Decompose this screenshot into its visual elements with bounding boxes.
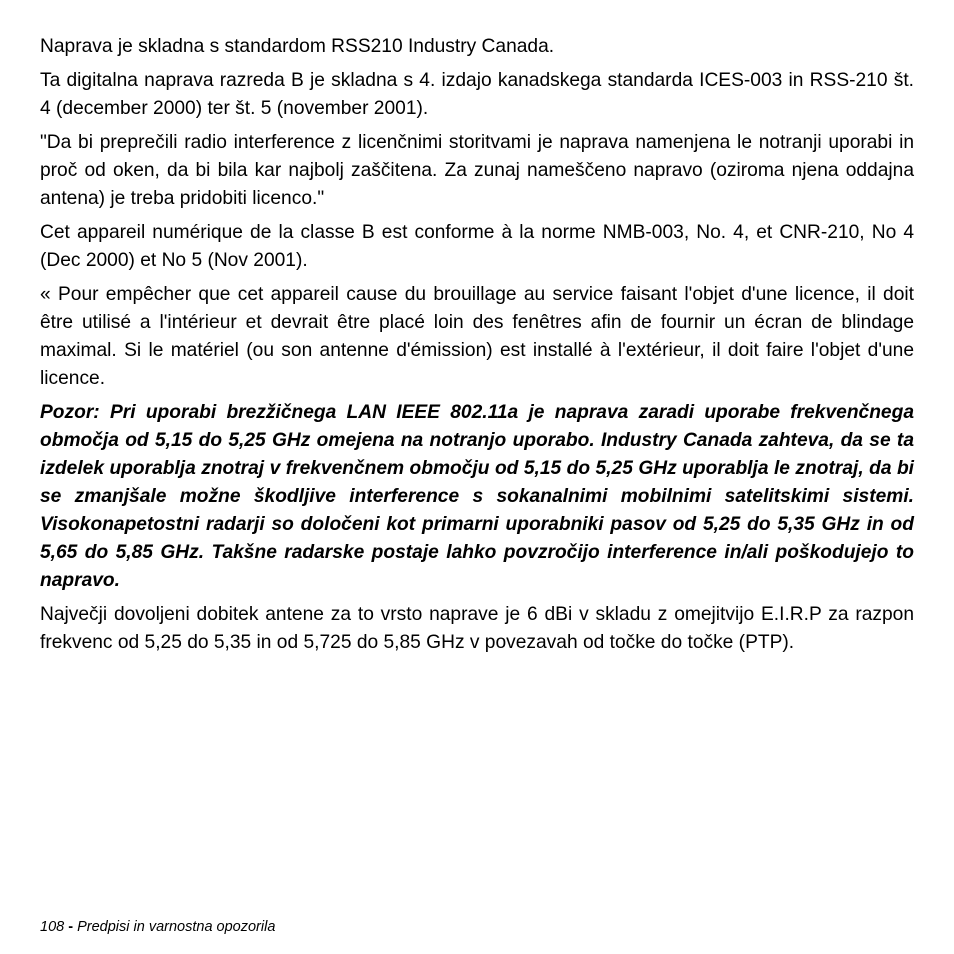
paragraph-licence-quote-slovene: "Da bi preprečili radio interference z licenčnimi storitvami je naprava namenjena le notranji uporabi in proč od oken, da bi bila kar najbolj zaščitena. Za zunaj nameščeno napravo (oziroma njena oddajna antena) je treba pridobiti licenco." bbox=[40, 132, 914, 209]
paragraph-nmb003-french: Cet appareil numérique de la classe B est conforme à la norme NMB-003, No. 4, et CNR-210, No 4 (Dec 2000) et No 5 (Nov 2001). bbox=[40, 222, 914, 271]
page-body bbox=[40, 33, 914, 663]
paragraph-warning-5ghz: Pozor: Pri uporabi brezžičnega LAN IEEE 802.11a je naprava zaradi uporabe frekvenčnega območja od 5,15 do 5,25 GHz omejena na notranjo uporabo. Industry Canada zahteva, da se ta izdelek uporablja znotraj v frekvenčnem območju od 5,15 do 5,25 GHz uporablja le znotraj, da bi se zmanjšale možne škodljive interference s sokanalnimi mobilnimi satelitskimi sistemi. Visokonapetostni radarji so določeni kot primarni uporabniki pasov od 5,25 do 5,35 GHz in od 5,65 do 5,85 GHz. Takšne radarske postaje lahko povzročijo interference in/ali poškodujejo to napravo. bbox=[40, 402, 914, 591]
page-number: 108 bbox=[40, 919, 65, 935]
paragraph-antenna-gain: Največji dovoljeni dobitek antene za to vrsto naprave je 6 dBi v skladu z omejitvijo E.I.R.P za razpon frekvenc od 5,25 do 5,35 in od 5,725 do 5,85 GHz v povezavah od točke do točke (PTP). bbox=[40, 604, 914, 653]
paragraph-licence-quote-french: « Pour empêcher que cet appareil cause du brouillage au service faisant l'objet d'une licence, il doit être utilisé a l'intérieur et devrait être placé loin des fenêtres afin de fournir un écran de blindage maximal. Si le matériel (ou son antenne d'émission) est installé à l'extérieur, il doit faire l'objet d'une licence. bbox=[40, 284, 914, 389]
paragraph-ices003-compliance: Ta digitalna naprava razreda B je skladna s 4. izdajo kanadskega standarda ICES-003 in RSS-210 št. 4 (december 2000) ter št. 5 (november 2001). bbox=[40, 70, 914, 119]
footer-section-title: Predpisi in varnostna opozorila bbox=[77, 919, 276, 935]
footer-separator: - bbox=[68, 919, 74, 935]
paragraph-rss210-compliance: Naprava je skladna s standardom RSS210 Industry Canada. bbox=[40, 36, 555, 57]
page-footer bbox=[40, 918, 275, 936]
